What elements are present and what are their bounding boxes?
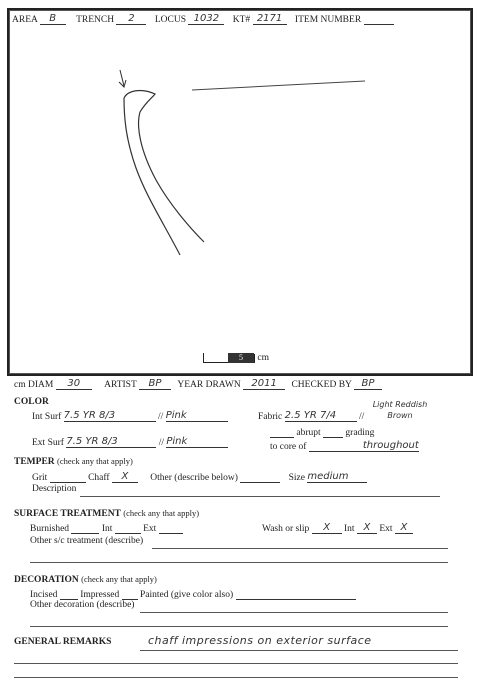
year-label: YEAR DRAWN [177,380,241,390]
remarks-line-3 [14,677,458,678]
temper-note: (check any that apply) [57,456,133,466]
artist-label: ARTIST [104,380,137,390]
grading-field [323,426,343,438]
burnished-ext-label: Ext [143,524,157,534]
decoration-header [14,574,157,585]
wash-row [262,522,413,534]
ext-surf-slash: // [158,438,164,448]
checked-value: BP [354,378,382,390]
area-label: AREA [12,15,38,25]
checked-label: CHECKED BY [291,380,352,390]
trench-label: TRENCH [76,15,115,25]
int-surf-label: Int Surf [32,412,62,422]
remarks-line-2 [14,663,458,664]
area-value: B [40,13,66,25]
temper-header [14,456,133,467]
other-decoration-row [30,600,134,610]
fabric-label: Fabric [258,412,283,422]
remarks-line-1 [140,650,458,651]
painted-label: Painted (give color also) [139,590,234,600]
to-core-label: to core of [270,442,307,452]
abrupt-field [270,426,294,438]
impressed-label: Impressed [80,590,120,600]
surface-header [14,508,199,519]
to-core-row [270,440,419,452]
burnished-label: Burnished [30,524,70,534]
wash-int-value: X [357,522,377,534]
decoration-row [30,588,356,600]
int-surf-name: Pink [166,410,228,422]
kt-value: 2171 [253,13,287,25]
surface-title: SURFACE TREATMENT [14,509,121,519]
decoration-note: (check any that apply) [81,574,157,584]
other-temper-label: Other (describe below) [150,473,238,483]
ext-surf-label: Ext Surf [32,438,64,448]
burnished-field [71,522,99,534]
ext-surf-name: Pink [166,436,228,448]
abrupt-label: abrupt [296,428,321,438]
size-value: medium [307,471,367,483]
artist-value: BP [139,378,171,390]
fabric-slash: // [359,412,365,422]
grit-label: Grit [32,473,48,483]
fabric-row [258,410,364,422]
remarks-value: chaff impressions on exterior surface [148,634,372,647]
to-core-value: throughout [309,440,419,452]
temper-title: TEMPER [14,457,55,467]
int-surf-row [32,410,228,422]
trench-value: 2 [116,13,146,25]
meta-row [14,378,382,390]
grit-field [50,471,86,483]
burnished-int-label: Int [101,524,113,534]
fabric-color-name: Light Reddish Brown [372,400,428,420]
painted-field [236,588,356,600]
other-surface-line-2 [30,562,448,563]
other-surface-row [30,536,143,546]
grading-label: grading [345,428,375,438]
ext-surf-value: 7.5 YR 8/3 [66,436,156,448]
other-surface-label: Other s/c treatment (describe) [30,536,144,546]
kt-label: KT# [232,15,251,25]
scale-unit: cm [257,353,269,363]
incised-label: Incised [30,590,58,600]
wash-ext-value: X [395,522,413,534]
other-decoration-label: Other decoration (describe) [30,600,135,610]
size-label: Size [288,473,305,483]
fabric-value: 2.5 YR 7/4 [285,410,357,422]
other-surface-line-1 [152,548,448,549]
burnished-int-field [115,522,141,534]
surface-note: (check any that apply) [123,508,200,518]
wash-ext-label: Ext [379,524,393,534]
wash-value: X [312,522,342,534]
wash-label: Wash or slip [262,524,310,534]
abrupt-grading-row [270,426,374,438]
locus-value: 1032 [188,13,224,25]
other-temper-field [240,471,280,483]
ext-surf-row [32,436,228,448]
decoration-title: DECORATION [14,575,79,585]
chaff-value: X [112,471,138,483]
scale-value: 5 [228,353,254,363]
other-decoration-line-2 [30,626,448,627]
other-decoration-line-1 [140,612,448,613]
temper-row [32,471,367,483]
item-number-label: ITEM NUMBER [294,15,362,25]
int-surf-value: 7.5 YR 8/3 [64,410,156,422]
description-label: Description [32,484,77,494]
int-surf-slash: // [158,412,164,422]
diam-value: 30 [56,378,92,390]
locus-label: LOCUS [154,15,186,25]
incised-field [60,588,78,600]
scale-bar [203,353,269,363]
description-line [80,496,440,497]
wash-int-label: Int [344,524,355,534]
impressed-field [122,588,138,600]
burnished-row [30,522,183,534]
color-title: COLOR [14,397,49,407]
burnished-ext-field [159,522,183,534]
chaff-label: Chaff [88,473,110,483]
remarks-title: GENERAL REMARKS [14,637,112,647]
diam-label: cm DIAM [14,380,54,390]
temper-description-row [32,484,76,494]
year-value: 2011 [243,378,285,390]
